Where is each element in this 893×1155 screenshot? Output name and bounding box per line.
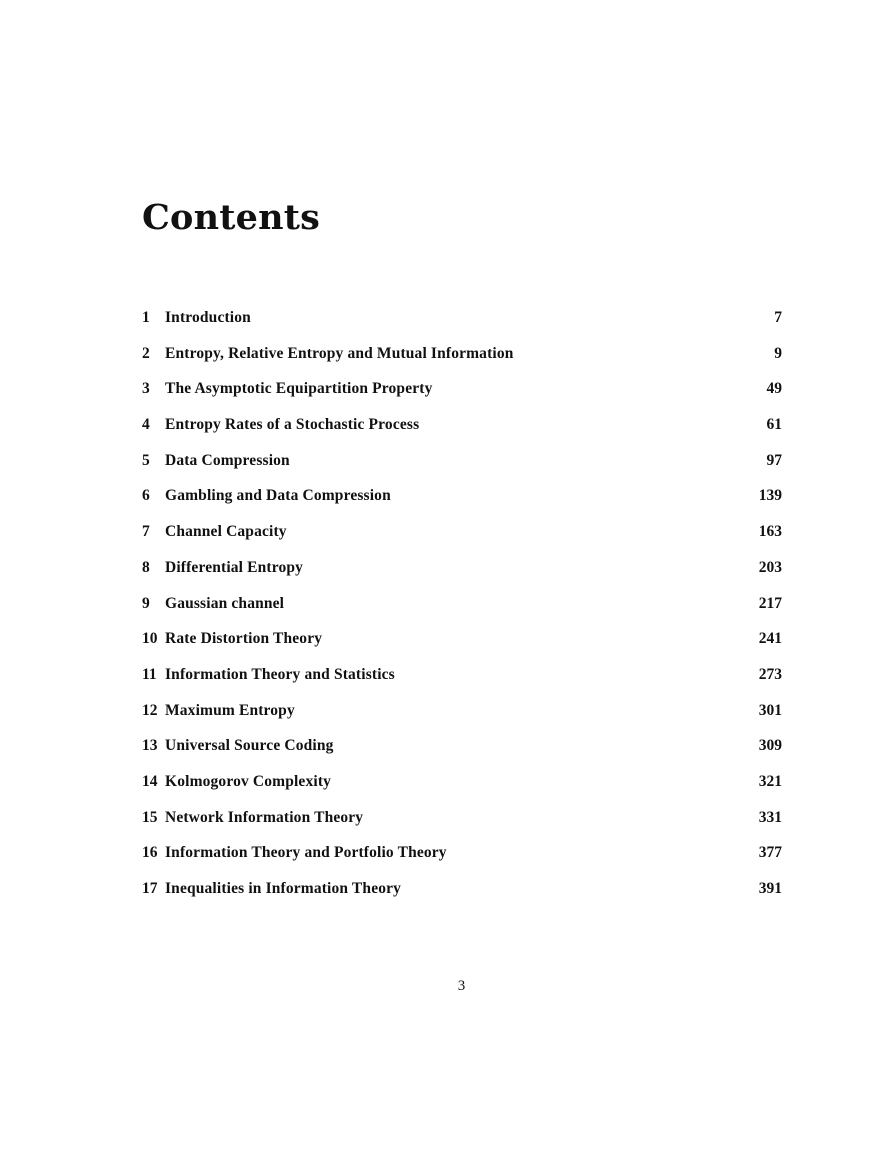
chapter-page: 301: [758, 701, 782, 719]
toc-entry: [142, 771, 782, 807]
chapter-page: 61: [766, 416, 782, 434]
chapter-page: 139: [758, 487, 782, 505]
chapter-page: 163: [758, 523, 782, 541]
chapter-number: 8: [142, 558, 150, 576]
page-number: 3: [457, 978, 466, 994]
chapter-page: 97: [766, 451, 782, 469]
chapter-title: The Asymptotic Equipartition Property: [165, 380, 433, 398]
chapter-title: Maximum Entropy: [165, 701, 295, 719]
chapter-title: Gaussian channel: [165, 594, 285, 612]
toc-entry: [142, 700, 782, 736]
chapter-page: 321: [758, 772, 782, 790]
chapter-number: 5: [142, 451, 150, 469]
chapter-number: 7: [142, 523, 150, 541]
chapter-title: Information Theory and Portfolio Theory: [165, 844, 447, 862]
toc-entry: [142, 450, 782, 486]
chapter-title: Kolmogorov Complexity: [165, 772, 332, 790]
toc-entry: [142, 842, 782, 878]
toc-entry: [142, 664, 782, 700]
chapter-number: 4: [142, 416, 150, 434]
toc-entry: [142, 628, 782, 664]
chapter-number: 1: [142, 309, 150, 326]
chapter-title: Network Information Theory: [165, 808, 364, 826]
toc-entry: [142, 521, 782, 557]
chapter-page: 273: [758, 665, 782, 683]
chapter-title: Differential Entropy: [165, 558, 304, 576]
chapter-number: 14: [142, 772, 158, 790]
chapter-page: 241: [758, 630, 782, 648]
page-title: Contents: [142, 197, 321, 238]
chapter-page: 377: [758, 844, 782, 862]
toc-entry: [142, 557, 782, 593]
toc-entry: [142, 485, 782, 521]
chapter-page: 9: [774, 344, 782, 362]
chapter-number: 13: [142, 737, 158, 755]
chapter-title: Channel Capacity: [165, 523, 287, 541]
toc-entry: [142, 593, 782, 629]
toc-entry: [142, 807, 782, 843]
table-of-contents: [142, 307, 782, 914]
chapter-number: 10: [142, 630, 158, 648]
chapter-title: Universal Source Coding: [165, 737, 334, 755]
chapter-page: 309: [758, 737, 782, 755]
chapter-number: 9: [142, 594, 150, 612]
chapter-title: Rate Distortion Theory: [165, 630, 323, 648]
chapter-number: 2: [142, 344, 150, 362]
toc-entry: [142, 878, 782, 914]
toc-entry: [142, 414, 782, 450]
chapter-title: Information Theory and Statistics: [165, 665, 395, 683]
chapter-number: 17: [142, 880, 158, 897]
toc-entry: [142, 307, 782, 343]
chapter-number: 16: [142, 844, 158, 862]
toc-entry: [142, 735, 782, 771]
toc-entry: [142, 378, 782, 414]
chapter-page: 203: [758, 558, 782, 576]
chapter-title: Entropy Rates of a Stochastic Process: [165, 416, 420, 434]
toc-entry: [142, 343, 782, 379]
chapter-title: Gambling and Data Compression: [165, 487, 391, 505]
chapter-title: Data Compression: [165, 451, 290, 469]
chapter-title: Inequalities in Information Theory: [165, 880, 402, 897]
chapter-page: 49: [766, 380, 782, 398]
chapter-number: 6: [142, 487, 150, 505]
chapter-title: Entropy, Relative Entropy and Mutual Information: [165, 344, 514, 362]
chapter-number: 3: [142, 380, 150, 398]
chapter-number: 12: [142, 701, 158, 719]
chapter-number: 15: [142, 808, 158, 826]
chapter-page: 331: [758, 808, 782, 826]
chapter-page: 391: [758, 880, 782, 897]
chapter-page: 217: [758, 594, 782, 612]
chapter-title: Introduction: [165, 309, 251, 326]
chapter-number: 11: [142, 665, 157, 683]
chapter-page: 7: [774, 309, 782, 326]
